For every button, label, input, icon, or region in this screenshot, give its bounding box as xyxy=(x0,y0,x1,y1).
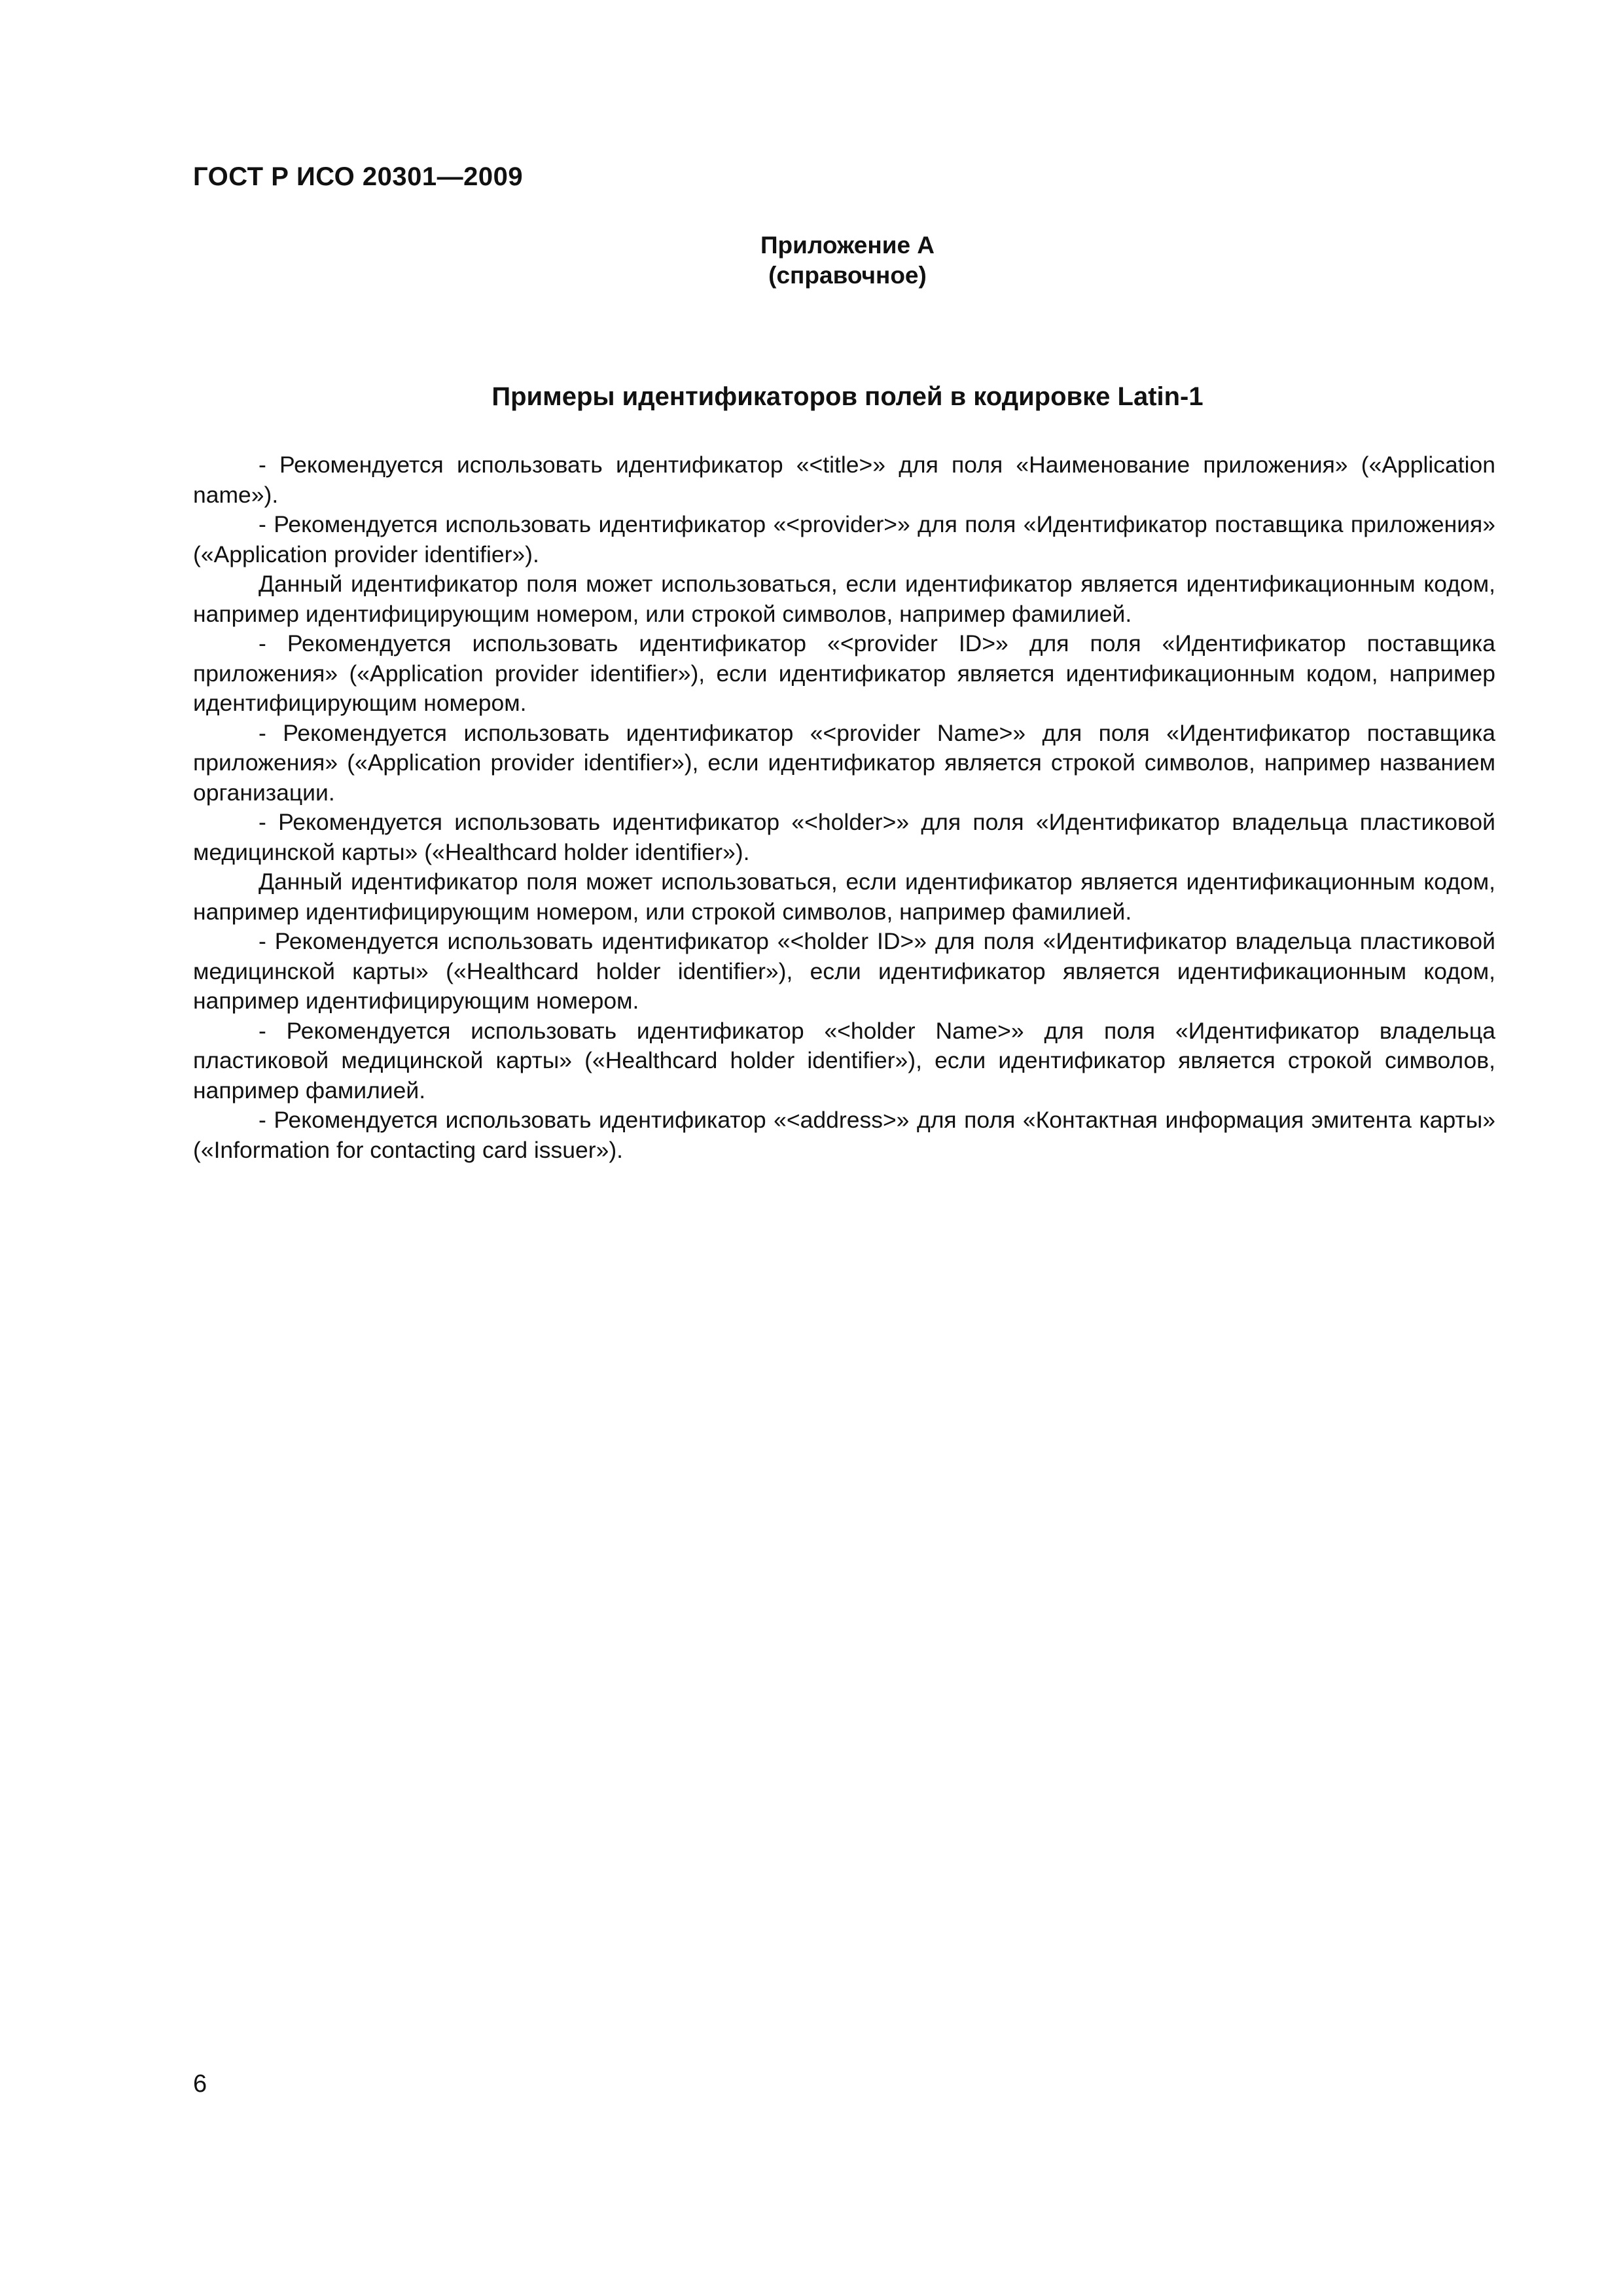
paragraph: Данный идентификатор поля может использоваться, если идентификатор является идентификационным кодом, например идентифицирующим номером, или строкой символов, например фамилией. xyxy=(193,869,1495,925)
paragraph: - Рекомендуется использовать идентификатор «<provider>» для поля «Идентификатор поставщика приложения» («Application provider identifier»). xyxy=(193,511,1495,567)
paragraph: - Рекомендуется использовать идентификатор «<provider Name>» для поля «Идентификатор поставщика приложения» («Application provider identifier»), если идентификатор является строкой символов, например названием организации. xyxy=(193,719,1495,806)
paragraph: - Рекомендуется использовать идентификатор «<provider ID>» для поля «Идентификатор поставщика приложения» («Application provider identifier»), если идентификатор является идентификационным кодом, например идентифицирующим номером. xyxy=(193,630,1495,716)
annex-status: (справочное) xyxy=(768,262,927,289)
annex-heading xyxy=(193,230,1502,291)
body-text xyxy=(193,450,1495,1165)
paragraph: - Рекомендуется использовать идентификатор «<holder>» для поля «Идентификатор владельца пластиковой медицинской карты» («Healthcard holder identifier»). xyxy=(193,809,1495,865)
standard-code: ГОСТ Р ИСО 20301—2009 xyxy=(193,162,524,191)
paragraph: Данный идентификатор поля может использоваться, если идентификатор является идентификационным кодом, например идентифицирующим номером, или строкой символов, например фамилией. xyxy=(193,571,1495,627)
section-title: Примеры идентификаторов полей в кодировке Latin-1 xyxy=(491,382,1204,411)
paragraph: - Рекомендуется использовать идентификатор «<title>» для поля «Наименование приложения» («Application name»). xyxy=(193,452,1495,508)
annex-title: Приложение А xyxy=(760,232,935,259)
paragraph: - Рекомендуется использовать идентификатор «<address>» для поля «Контактная информация эмитента карты» («Information for contacting card issuer»). xyxy=(193,1107,1495,1163)
paragraph: - Рекомендуется использовать идентификатор «<holder Name>» для поля «Идентификатор владельца пластиковой медицинской карты» («Healthcard holder identifier»), если идентификатор является строкой символов, например фамилией. xyxy=(193,1017,1495,1103)
page-number: 6 xyxy=(193,2070,207,2098)
paragraph: - Рекомендуется использовать идентификатор «<holder ID>» для поля «Идентификатор владельца пластиковой медицинской карты» («Healthcard holder identifier»), если идентификатор является идентификационным кодом, например идентифицирующим номером. xyxy=(193,928,1495,1014)
